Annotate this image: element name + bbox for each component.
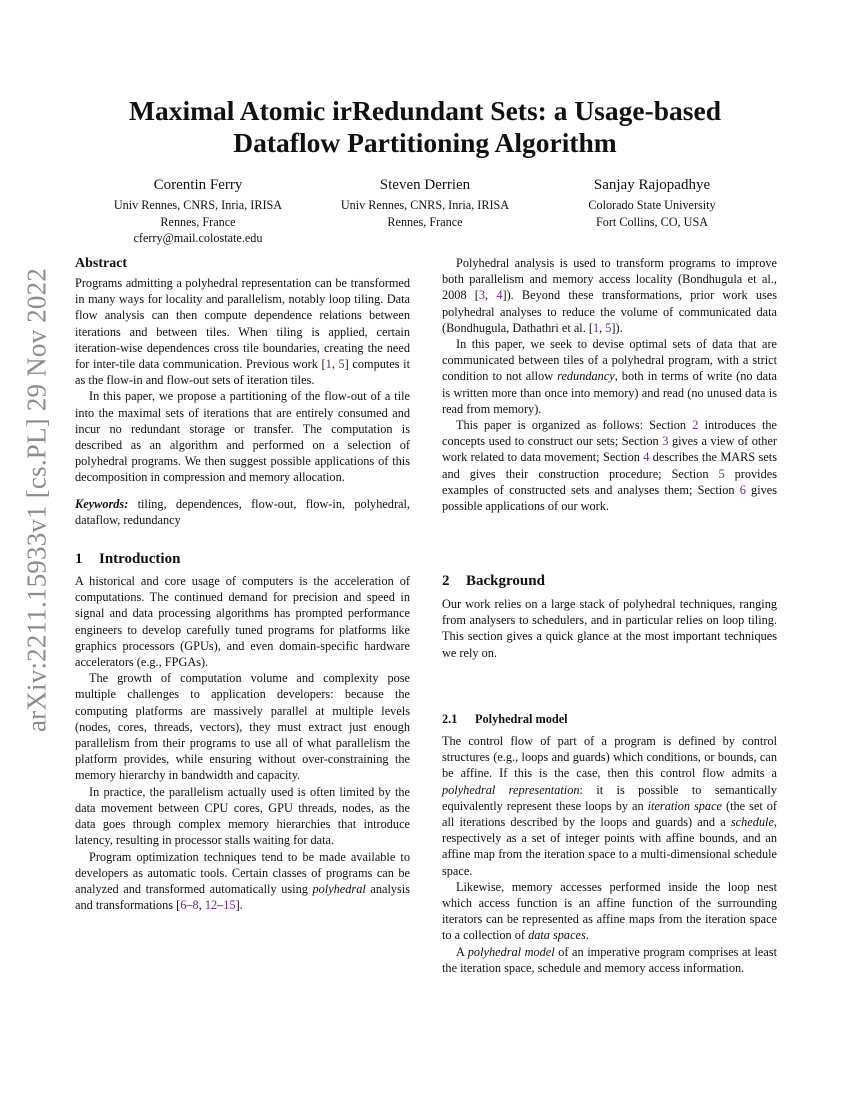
right-paragraph-3: This paper is organized as follows: Section 2 introduces the concepts used to construct our sets; Section 3 gives a view of other work related to data movement; Section 4 describes the MARS sets and gives their construction procedure; Section 5 provides examples of constructed sets and analyses them; Section 6 gives possible applications of our work. [442,418,778,514]
author-affiliation: Univ Rennes, CNRS, Inria, IRISA [340,198,510,212]
keywords-label: Keywords: [75,496,129,511]
author-block-1 [88,176,308,247]
subsection-heading-polyhedral-model: 2.1 Polyhedral model [442,712,568,726]
right-column [442,255,777,514]
arxiv-identifier: arXiv:2211.15933v1 [cs.PL] 29 Nov 2022 [21,267,52,733]
background-paragraph-1: Our work relies on a large stack of polyhedral techniques, ranging from analysers to schedulers, and in particular relies on loop tiling. This section gives a quick glance at the most important techniques we rely on. [442,597,777,660]
intro-paragraph-1: A historical and core usage of computers is the acceleration of computations. The continued demand for precision and speed in signal and data processing algorithms has prompted performance engineers to develop carefully tuned programs for platforms like graphics processors (GPUs), and even domain-specific hardware accelerators (e.g., FPGAs). [75,574,410,670]
polyhedral-model-section [442,711,777,976]
polyhedral-paragraph-3: A polyhedral model of an imperative program comprises at least the iteration space, schedule and memory access information. [442,944,778,975]
abstract-paragraph-2: In this paper, we propose a partitioning of the flow-out of a tile into the maximal sets of iterations that are entirely consumed and incur no redundant storage or transfer. The computation is described as an algorithm and performed on a selection of polyhedral programs. We then suggest possible applications of this decomposition in compression and memory allocation. [75,389,410,485]
author-block-3 [542,176,762,230]
section-ref-link[interactable]: 2 [692,418,699,433]
left-column [75,255,410,913]
citation-link[interactable]: 12 [204,898,218,913]
section-ref-link[interactable]: 3 [662,434,669,449]
section-ref-link[interactable]: 6 [739,482,746,497]
intro-paragraph-2: The growth of computation volume and complexity pose multiple challenges to application developers: because the computing platforms are massively parallel at multiple levels (nodes, cores, threads, vectors), they must extract just enough parallelism from their programs to use all of what parallelism the platform provides, while ensuring without over-constraining the memory hierarchy in bandwidth and capacity. [75,671,410,783]
citation-link[interactable]: 8 [192,898,199,913]
title-line-2: Dataflow Partitioning Algorithm [233,127,617,158]
citation-link[interactable]: 3 [478,288,486,303]
abstract-paragraph-1: Programs admitting a polyhedral representation can be transformed in many ways for locality and parallelism, notably loop tiling. Data flow analysis can then compute dependence relations between iterations and between tiles. When tiling is applied, certain iteration-wise dependences cross tile boundaries, creating the need for inter-tile data communication. Previous work [1, 5] computes it as the flow-in and flow-out sets of iteration tiles. [75,276,410,388]
citation-link[interactable]: 4 [496,288,503,303]
author-name: Corentin Ferry [153,177,243,193]
abstract-heading: Abstract [75,256,128,271]
intro-paragraph-3: In practice, the parallelism actually used is often limited by the data movement between CPU cores, GPU threads, nodes, as the data goes through complex memory hierarchies that introduce latency, resulting in processor stalls waiting for data. [75,784,410,848]
author-name: Steven Derrien [379,177,471,193]
section-ref-link[interactable]: 4 [643,450,650,465]
right-paragraph-2: In this paper, we seek to devise optimal sets of data that are communicated between tiles of a polyhedral program, with a strict condition to not allow redundancy, both in terms of write (no data is written more than once into memory) and read (no unused data is read from memory). [442,337,777,416]
polyhedral-paragraph-1: The control flow of part of a program is defined by control structures (e.g., loops and guards) which conditions, or bounds, can be affine. If this is the case, then this control flow admits a polyhedral representation: it is possible to semantically equivalently represent these loops by an iteration space (the set of all iterations described by the loops and guards) and a schedule, respectively as a set of integer points with affine bounds, and an affine map from the iteration space to a multi-dimensional schedule space. [442,734,778,878]
citation-link[interactable]: 1 [325,357,332,372]
polyhedral-paragraph-2: Likewise, memory accesses performed inside the loop nest which access function is an affine function of the surrounding iterators can be represented as affine maps from the iteration space to a collection of data spaces. [442,879,777,943]
background-section [442,572,777,661]
intro-paragraph-4: Program optimization techniques tend to be made available to developers as automatic tools. Certain classes of programs can be analyzed and transformed automatically using polyhedral analysis and transformations [6–8, 12–15]. [75,849,410,913]
paper-title [60,95,790,159]
keywords: Keywords: tiling, dependences, flow-out, flow-in, polyhedral, dataflow, redundancy [75,496,410,527]
section-ref-link[interactable]: 5 [718,466,725,481]
author-name: Sanjay Rajopadhye [593,177,711,193]
citation-link[interactable]: 5 [605,320,612,335]
author-location: Rennes, France [387,214,463,229]
author-email[interactable]: cferry@mail.colostate.edu [133,231,263,245]
citation-link[interactable]: 1 [592,320,600,335]
author-affiliation: Colorado State University [588,198,716,212]
right-paragraph-1: Polyhedral analysis is used to transform programs to improve both parallelism and memory access locality (Bondhugula et al., 2008 [3, 4]). Beyond these transformations, prior work uses polyhedral analyses to reduce the volume of communicated data (Bondhugula, Dathathri et al. [1, 5]). [442,256,777,335]
author-location: Fort Collins, CO, USA [595,214,709,229]
citation-link[interactable]: 6 [180,898,187,913]
section-heading-background: 2 Background [442,573,545,589]
author-block-2 [315,176,535,230]
citation-link[interactable]: 5 [338,357,345,372]
author-location: Rennes, France [160,214,236,229]
section-heading-introduction: 1 Introduction [75,551,181,568]
author-affiliation: Univ Rennes, CNRS, Inria, IRISA [113,198,283,212]
title-line-1: Maximal Atomic irRedundant Sets: a Usage-based [128,95,721,126]
citation-link[interactable]: 15 [223,898,236,913]
